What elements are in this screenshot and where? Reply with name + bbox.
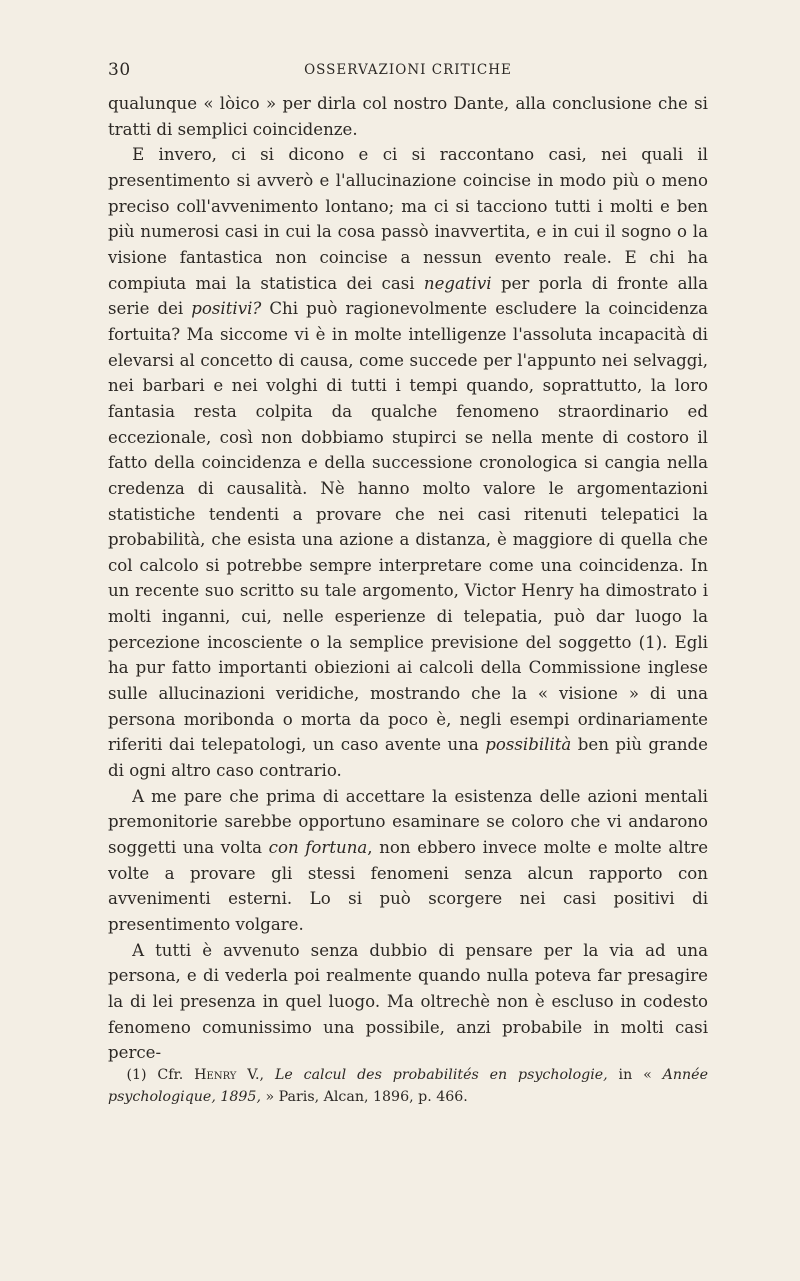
paragraph-2-text-d: ben più grande di ogni altro caso contrario. [108,735,708,781]
paragraph-4 [108,938,708,1066]
footnote-journal: Année psychologique, 1895, [108,1067,708,1105]
running-title: OSSERVAZIONI CRITICHE [304,62,512,78]
paragraph-3 [108,784,708,938]
footnote-mid: in « [607,1067,663,1083]
page-header [108,60,708,84]
paragraph-1-text: qualunque « lòico » per dirla col nostro Dante, alla conclusione che si tratti di semplici coincidenze. [108,94,708,139]
body-text [108,91,708,1066]
paragraph-4-text: A tutti è avvenuto senza dubbio di pensare per la via ad una persona, e di vederla poi realmente quando nulla poteva far presagire la di lei presenza in quel luogo. Ma oltrechè non è escluso in codesto fenomeno comunissimo una possibile, anzi probabile in molti casi perce- [108,940,708,1063]
emphasis-negativi: negativi [423,273,492,293]
paragraph-2 [108,142,708,783]
footnote-1 [108,1065,708,1108]
paragraph-2-text-b: per porla di fronte alla serie dei [108,273,709,319]
paragraph-3-text-a: A me pare che prima di accettare la esistenza delle azioni mentali premonitorie sarebbe opportuno esaminare se coloro che vi andarono soggetti una volta [108,786,708,858]
footnote-author-initial: V., [236,1067,275,1083]
emphasis-con-fortuna: con fortuna [268,838,368,858]
paragraph-3-text-b: , non ebbero invece molte e molte altre volte a provare gli stessi fenomeni senza alcun rapporto con avvenimenti esterni. Lo si può scorgere nei casi positivi di presentimento volgare. [108,838,709,934]
paragraph-2-text-c: Chi può ragionevolmente escludere la coincidenza fortuita? Ma siccome vi è in molte intelligenze l'assoluta incapacità di elevarsi al concetto di causa, come succede per l'appunto nei selvaggi, nei barbari e nei volghi di tutti i tempi quando, soprattutto, la loro fantasia resta colpita da qualche fenomeno straordinario ed eccezionale, così non dobbiamo stupirci se nella mente di costoro il fatto della coincidenza e della successione cronologica si cangia nella credenza di causalità. Nè hanno molto valore le argomentazioni statistiche tendenti a provare che nei casi ritenuti telepatici la probabilità, che esista una azione a distanza, è maggiore di quella che col calcolo si potrebbe sempre interpretare come una coincidenza. In un recente suo scritto su tale argomento, Victor Henry ha dimostrato i molti inganni, cui, nelle esperienze di telepatia, può dar luogo la percezione incosciente o la semplice previsione del soggetto (1). Egli ha pur fatto importanti obiezioni ai calcoli della Commissione inglese sulle allucinazioni veridiche, mostrando che la « visione » di una persona moribonda o morta da poco è, negli esempi ordinariamente riferiti dai telepatologi, un caso avente una [108,299,708,755]
footnote-tail: » Paris, Alcan, 1896, p. 466. [260,1088,468,1105]
emphasis-positivi: positivi? [191,299,262,319]
page-number: 30 [108,60,131,80]
emphasis-possibilita: possibilità [485,735,572,755]
footnote-title: Le calcul des probabilités en psychologie, [274,1067,608,1083]
footnotes [108,1065,708,1108]
paragraph-1 [108,91,708,142]
footnote-marker: (1) Cfr. [126,1067,195,1083]
paragraph-2-text-a: E invero, ci si dicono e ci si raccontano casi, nei quali il presentimento si avverò e l'allucinazione coincise in modo più o meno preciso coll'avvenimento lontano; ma ci si tacciono tutti i molti e ben più numerosi casi in cui la cosa passò inavvertita, e in cui il sogno o la visione fantastica non coincise a nessun evento reale. E chi ha compiuta mai la statistica dei casi [108,145,708,293]
footnote-author: Henry [194,1067,237,1083]
